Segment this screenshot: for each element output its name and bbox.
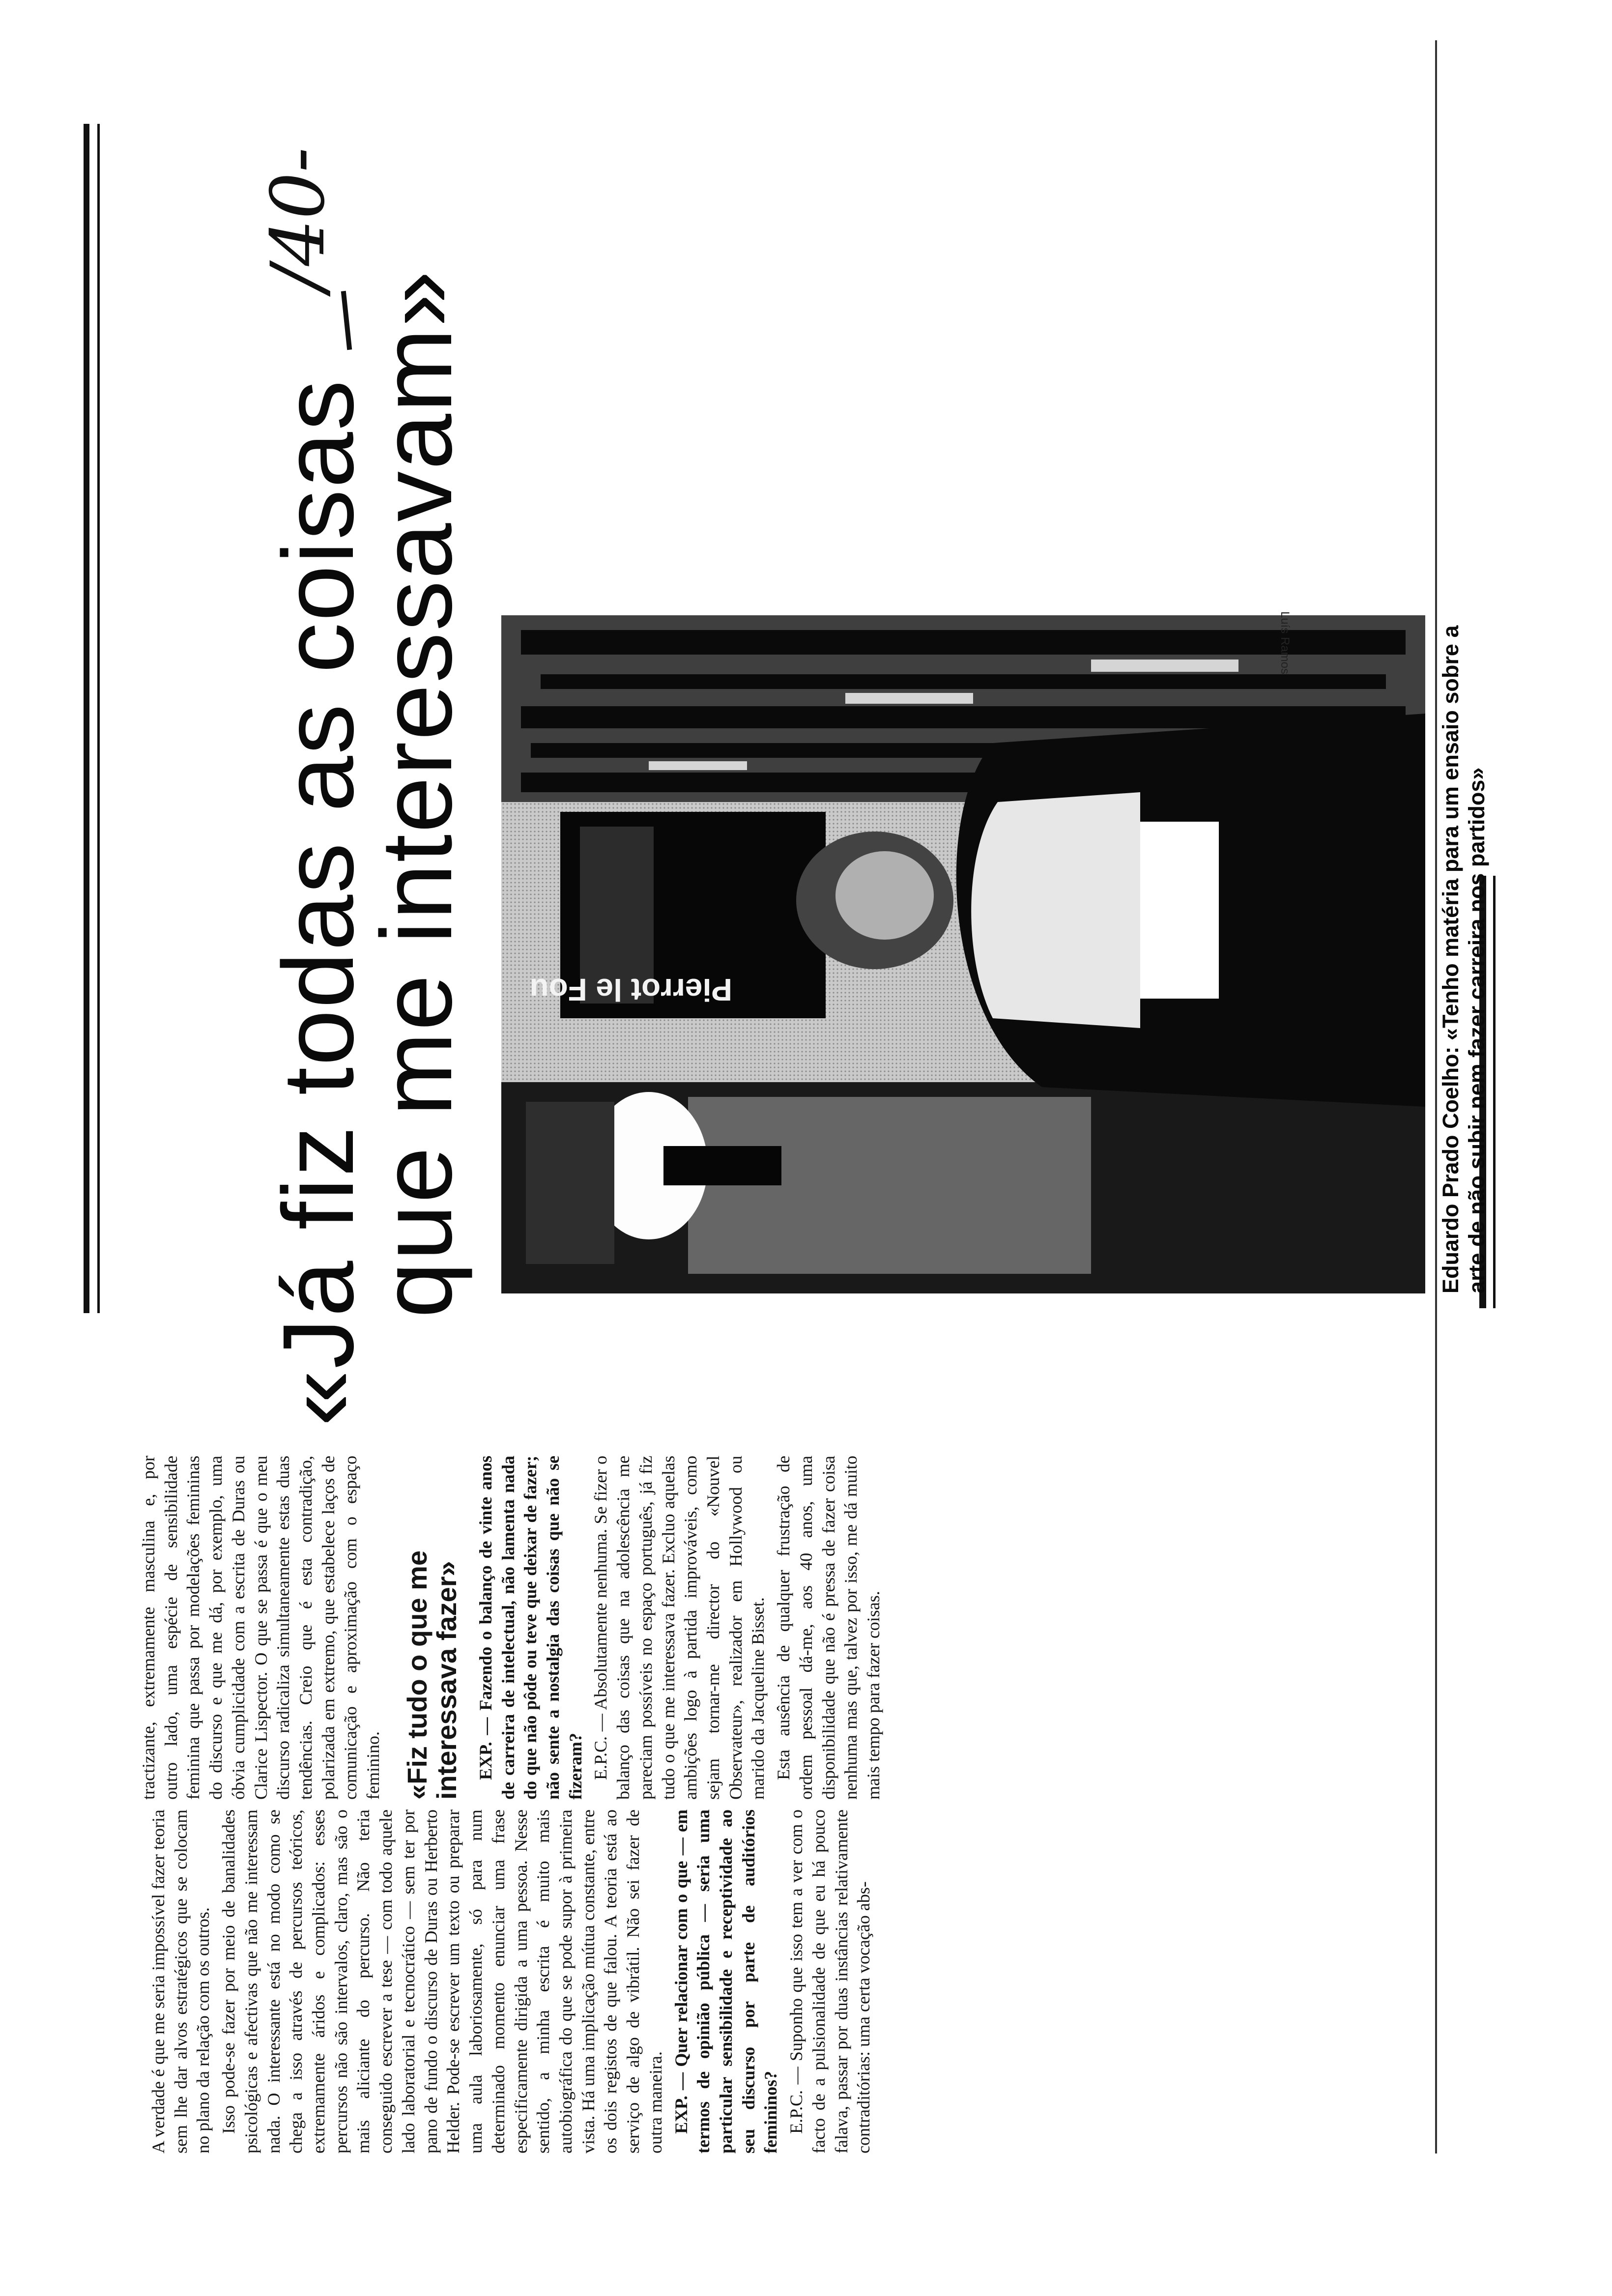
interview-question: EXP. — Fazendo o balanço de vinte anos de carreira de intelectual, não lamenta nada do que não pôde ou teve que deixar de fazer; não sente a nostalgia das coisas que não se fizeram? xyxy=(475,1456,585,1800)
paragraph: Isso pode-se fazer por meio de banalidades psicológicas e afectivas que não me interessam nada. O interessante está no modo como se chega a isso através de percursos teóricos, extremamente áridos e complicados: esses percursos não são intervalos, claro, mas são o mais aliciante do percurso. Não teria conseguido escrever a tese — com todo aquele lado laboratorial e tecnocrático — sem ter por pano de fundo o discurso de Duras ou Herberto Helder. Pode-se escrever um texto ou preparar uma aula laboriosamente, só para num determinado momento enunciar uma frase especificamente dirigida a uma pessoa. Nesse sentido, a minha escrita é muito mais autobiográfica do que se pode supor à primeira vista. Há uma implicação mútua constante, entre os dois registos de que falou. A teoria está ao serviço de algo de vibrátil. Não sei fazer de outra maneira. xyxy=(219,1809,665,2153)
paragraph: tractizante, extremamente masculina e, por outro lado, uma espécie de sensibilidade feminina que passa por modelações femininas do discurso e que me dá, por exemplo, uma óbvia cumplicidade com a escrita de Duras ou Clarice Lispector. O que se passa é que o meu discurso radicaliza simultaneamente estas duas tendências. Creio que é esta contradição, polarizada em extremo, que estabelece laços de comunicação e aproximação com o espaço feminino. xyxy=(139,1456,383,1800)
paragraph: E.P.C. — Absolutamente nenhuma. Se fizer o balanço das coisas que na adolescência me pareciam possíveis no espaço português, já fiz tudo o que me interessava fazer. Excluo aquelas ambições logo à partida improváveis, como sejam tornar-me director do «Nouvel Observateur», realizador em Hollywood ou marido da Jacqueline Bisset. xyxy=(591,1456,768,1800)
handwritten-annotation: /40- xyxy=(256,147,341,291)
text-column-2 xyxy=(138,1456,888,1800)
paragraph: A verdade é que me seria impossível fazer teoria sem lhe dar alvos estratégicos que se colocam no plano da relação com os outros. xyxy=(148,1809,213,2153)
paragraph: E.P.C. — Suponho que isso tem a ver com o facto de a pulsionalidade de que eu há pouco falava, passar por duas instâncias relativamente contraditórias: uma certa vocação abs- xyxy=(786,1809,874,2153)
top-rule-thick xyxy=(84,124,89,1313)
top-rule-thin xyxy=(97,124,100,1313)
headline-line-2: que me interessavam» xyxy=(360,269,473,1318)
handwritten-underline xyxy=(341,291,352,350)
text-column-1 xyxy=(147,1809,878,2153)
photo-caption: Eduardo Prado Coelho: «Tenho matéria para um ensaio sobre a arte de não subir nem fazer carreira nos partidos» xyxy=(1438,625,1490,1293)
section-heading: «Fiz tudo o que me interessava fazer» xyxy=(401,1550,462,1800)
interview-question: EXP. — Quer relacionar com o que — em termos de opinião pública — seria uma particular sensibilidade e receptividade ao seu discurso por parte de auditórios femininos? xyxy=(671,1809,781,2153)
article-photo xyxy=(501,615,1425,1293)
photo-credit: Luís Ramos xyxy=(1278,611,1292,674)
headline-line-1: «Já fiz todas as coisas xyxy=(262,378,374,1426)
bottom-rule xyxy=(1435,40,1437,2153)
photo-illustration xyxy=(501,615,1425,1293)
caption-rule-thin xyxy=(1493,876,1496,1308)
poster-text: Pierrot le Fou xyxy=(529,972,732,1007)
paragraph: Esta ausência de qualquer frustração de ordem pessoal dá-me, aos 40 anos, uma disponibilidade que não é pressa de fazer coisa nenhuma mas que, talvez por isso, me dá muito mais tempo para fazer coisas. xyxy=(774,1456,884,1800)
